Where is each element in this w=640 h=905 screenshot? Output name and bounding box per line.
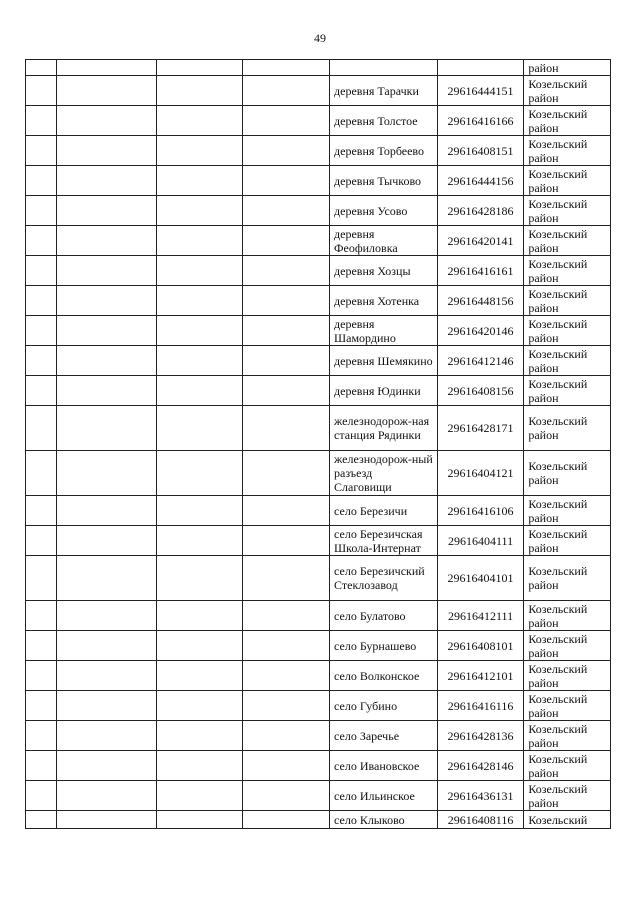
cell-empty: [57, 76, 157, 106]
cell-district: Козельский район: [524, 751, 611, 781]
cell-empty: [156, 496, 243, 526]
cell-district: Козельский район: [524, 286, 611, 316]
cell-empty: [156, 346, 243, 376]
cell-settlement-name: село Булатово: [330, 601, 438, 631]
cell-empty: [57, 376, 157, 406]
cell-oktmo-code: 29616404121: [437, 451, 524, 496]
table-row: [26, 781, 611, 811]
cell-index: [26, 196, 57, 226]
cell-empty: [243, 226, 330, 256]
table-row: [26, 106, 611, 136]
cell-oktmo-code: 29616420141: [437, 226, 524, 256]
cell-empty: [156, 136, 243, 166]
cell-empty: [57, 526, 157, 556]
cell-district: Козельский район: [524, 691, 611, 721]
cell-empty: [243, 166, 330, 196]
table-row: [26, 256, 611, 286]
cell-empty: [57, 811, 157, 829]
cell-empty: [156, 286, 243, 316]
cell-oktmo-code: 29616404111: [437, 526, 524, 556]
cell-settlement-name: деревня Шемякино: [330, 346, 438, 376]
cell-settlement-name: деревня Торбеево: [330, 136, 438, 166]
table-row: [26, 166, 611, 196]
cell-district: Козельский район: [524, 376, 611, 406]
settlements-table: [25, 59, 611, 829]
cell-district: Козельский район: [524, 601, 611, 631]
cell-empty: [156, 691, 243, 721]
cell-district: Козельский район: [524, 781, 611, 811]
cell-index: [26, 556, 57, 601]
table-row: [26, 526, 611, 556]
cell-district: Козельский район: [524, 721, 611, 751]
cell-empty: [57, 106, 157, 136]
cell-empty: [156, 661, 243, 691]
table-row: [26, 226, 611, 256]
cell-oktmo-code: 29616404101: [437, 556, 524, 601]
cell-index: [26, 256, 57, 286]
cell-empty: [57, 196, 157, 226]
cell-settlement-name: деревня Феофиловка: [330, 226, 438, 256]
cell-district: Козельский район: [524, 526, 611, 556]
table-row: [26, 691, 611, 721]
table-row: [26, 556, 611, 601]
cell-index: [26, 526, 57, 556]
table-row: [26, 496, 611, 526]
cell-empty: [243, 661, 330, 691]
cell-oktmo-code: 29616412111: [437, 601, 524, 631]
cell-empty: [156, 751, 243, 781]
cell-empty: [243, 691, 330, 721]
cell-empty: [156, 781, 243, 811]
cell-empty: [243, 286, 330, 316]
table-row: [26, 136, 611, 166]
cell-empty: [156, 226, 243, 256]
cell-index: [26, 106, 57, 136]
table-row: [26, 751, 611, 781]
cell-empty: [57, 751, 157, 781]
cell-oktmo-code: 29616408156: [437, 376, 524, 406]
table-row: [26, 346, 611, 376]
cell-oktmo-code: 29616448156: [437, 286, 524, 316]
cell-oktmo-code: 29616416166: [437, 106, 524, 136]
cell-index: [26, 451, 57, 496]
cell-settlement-name: железнодорож-ный разъезд Слаговищи: [330, 451, 438, 496]
cell-district: Козельский: [524, 811, 611, 829]
cell-index: [26, 316, 57, 346]
cell-empty: [57, 286, 157, 316]
table-body: [26, 60, 611, 829]
table-row: [26, 286, 611, 316]
cell-settlement-name: село Березичский Стеклозавод: [330, 556, 438, 601]
cell-empty: [243, 376, 330, 406]
cell-empty: [57, 226, 157, 256]
cell-index: [26, 691, 57, 721]
cell-settlement-name: село Березичская Школа-Интернат: [330, 526, 438, 556]
cell-district: Козельский район: [524, 76, 611, 106]
cell-index: [26, 286, 57, 316]
cell-oktmo-code: 29616408116: [437, 811, 524, 829]
cell-empty: [156, 60, 243, 76]
cell-empty: [57, 721, 157, 751]
cell-oktmo-code: 29616412146: [437, 346, 524, 376]
table-row: [26, 316, 611, 346]
cell-settlement-name: село Клыково: [330, 811, 438, 829]
cell-empty: [156, 76, 243, 106]
cell-settlement-name: село Ивановское: [330, 751, 438, 781]
table-row: [26, 661, 611, 691]
cell-settlement-name: деревня Усово: [330, 196, 438, 226]
cell-empty: [156, 451, 243, 496]
cell-empty: [156, 196, 243, 226]
cell-district: Козельский район: [524, 406, 611, 451]
cell-empty: [243, 496, 330, 526]
page-number: 49: [314, 31, 326, 45]
cell-settlement-name: деревня Шамордино: [330, 316, 438, 346]
cell-settlement-name: село Губино: [330, 691, 438, 721]
cell-empty: [243, 451, 330, 496]
cell-empty: [156, 256, 243, 286]
cell-district: Козельский район: [524, 556, 611, 601]
cell-district: Козельский район: [524, 346, 611, 376]
cell-oktmo-code: [437, 60, 524, 76]
cell-index: [26, 226, 57, 256]
cell-settlement-name: деревня Толстое: [330, 106, 438, 136]
cell-empty: [156, 166, 243, 196]
cell-empty: [156, 556, 243, 601]
cell-district: Козельский район: [524, 451, 611, 496]
cell-empty: [57, 60, 157, 76]
table-row: [26, 196, 611, 226]
table-row: [26, 631, 611, 661]
cell-district: Козельский район: [524, 661, 611, 691]
cell-empty: [243, 751, 330, 781]
cell-settlement-name: деревня Хозцы: [330, 256, 438, 286]
cell-index: [26, 661, 57, 691]
cell-empty: [243, 631, 330, 661]
cell-empty: [243, 526, 330, 556]
table-row: [26, 376, 611, 406]
table-row: [26, 406, 611, 451]
cell-index: [26, 721, 57, 751]
cell-settlement-name: село Заречье: [330, 721, 438, 751]
table-row: [26, 76, 611, 106]
cell-settlement-name: село Волконское: [330, 661, 438, 691]
cell-settlement-name: деревня Тычково: [330, 166, 438, 196]
cell-empty: [243, 601, 330, 631]
cell-oktmo-code: 29616436131: [437, 781, 524, 811]
cell-empty: [57, 166, 157, 196]
cell-empty: [57, 406, 157, 451]
cell-empty: [156, 106, 243, 136]
cell-district: Козельский район: [524, 496, 611, 526]
table-row: [26, 811, 611, 829]
cell-district: Козельский район: [524, 256, 611, 286]
cell-empty: [57, 451, 157, 496]
cell-index: [26, 346, 57, 376]
cell-district: Козельский район: [524, 631, 611, 661]
cell-empty: [243, 721, 330, 751]
table-row: [26, 451, 611, 496]
cell-settlement-name: деревня Хотенка: [330, 286, 438, 316]
cell-empty: [57, 781, 157, 811]
cell-index: [26, 406, 57, 451]
cell-empty: [57, 316, 157, 346]
cell-oktmo-code: 29616428171: [437, 406, 524, 451]
cell-oktmo-code: 29616444151: [437, 76, 524, 106]
cell-oktmo-code: 29616412101: [437, 661, 524, 691]
cell-index: [26, 496, 57, 526]
cell-oktmo-code: 29616428146: [437, 751, 524, 781]
cell-index: [26, 60, 57, 76]
cell-oktmo-code: 29616428186: [437, 196, 524, 226]
table-row: [26, 60, 611, 76]
cell-empty: [243, 60, 330, 76]
cell-index: [26, 751, 57, 781]
cell-empty: [243, 196, 330, 226]
cell-empty: [57, 631, 157, 661]
cell-empty: [243, 811, 330, 829]
cell-empty: [243, 406, 330, 451]
table-row: [26, 721, 611, 751]
cell-oktmo-code: 29616416106: [437, 496, 524, 526]
cell-oktmo-code: 29616408101: [437, 631, 524, 661]
cell-empty: [156, 601, 243, 631]
cell-empty: [57, 691, 157, 721]
cell-empty: [243, 76, 330, 106]
cell-oktmo-code: 29616420146: [437, 316, 524, 346]
cell-empty: [156, 721, 243, 751]
cell-settlement-name: село Бурнашево: [330, 631, 438, 661]
cell-empty: [156, 811, 243, 829]
cell-empty: [57, 136, 157, 166]
cell-empty: [156, 316, 243, 346]
cell-settlement-name: железнодорож-ная станция Рядинки: [330, 406, 438, 451]
cell-index: [26, 811, 57, 829]
cell-oktmo-code: 29616444156: [437, 166, 524, 196]
cell-empty: [156, 376, 243, 406]
cell-empty: [156, 526, 243, 556]
cell-index: [26, 376, 57, 406]
cell-district: Козельский район: [524, 166, 611, 196]
cell-oktmo-code: 29616428136: [437, 721, 524, 751]
cell-settlement-name: село Березичи: [330, 496, 438, 526]
cell-oktmo-code: 29616408151: [437, 136, 524, 166]
cell-district: Козельский район: [524, 316, 611, 346]
cell-empty: [243, 316, 330, 346]
cell-oktmo-code: 29616416116: [437, 691, 524, 721]
cell-district: Козельский район: [524, 136, 611, 166]
cell-district: район: [524, 60, 611, 76]
cell-index: [26, 166, 57, 196]
cell-index: [26, 631, 57, 661]
cell-oktmo-code: 29616416161: [437, 256, 524, 286]
cell-empty: [243, 106, 330, 136]
table-row: [26, 601, 611, 631]
cell-settlement-name: село Ильинское: [330, 781, 438, 811]
cell-empty: [57, 256, 157, 286]
cell-empty: [243, 781, 330, 811]
cell-empty: [57, 556, 157, 601]
cell-empty: [57, 601, 157, 631]
cell-empty: [243, 556, 330, 601]
cell-index: [26, 601, 57, 631]
cell-empty: [156, 631, 243, 661]
cell-empty: [57, 496, 157, 526]
cell-district: Козельский район: [524, 226, 611, 256]
cell-settlement-name: деревня Юдинки: [330, 376, 438, 406]
cell-district: Козельский район: [524, 106, 611, 136]
cell-index: [26, 136, 57, 166]
cell-empty: [243, 346, 330, 376]
cell-index: [26, 76, 57, 106]
cell-index: [26, 781, 57, 811]
cell-empty: [156, 406, 243, 451]
cell-settlement-name: [330, 60, 438, 76]
cell-district: Козельский район: [524, 196, 611, 226]
cell-empty: [243, 256, 330, 286]
cell-empty: [57, 346, 157, 376]
cell-empty: [57, 661, 157, 691]
cell-empty: [243, 136, 330, 166]
cell-settlement-name: деревня Тарачки: [330, 76, 438, 106]
